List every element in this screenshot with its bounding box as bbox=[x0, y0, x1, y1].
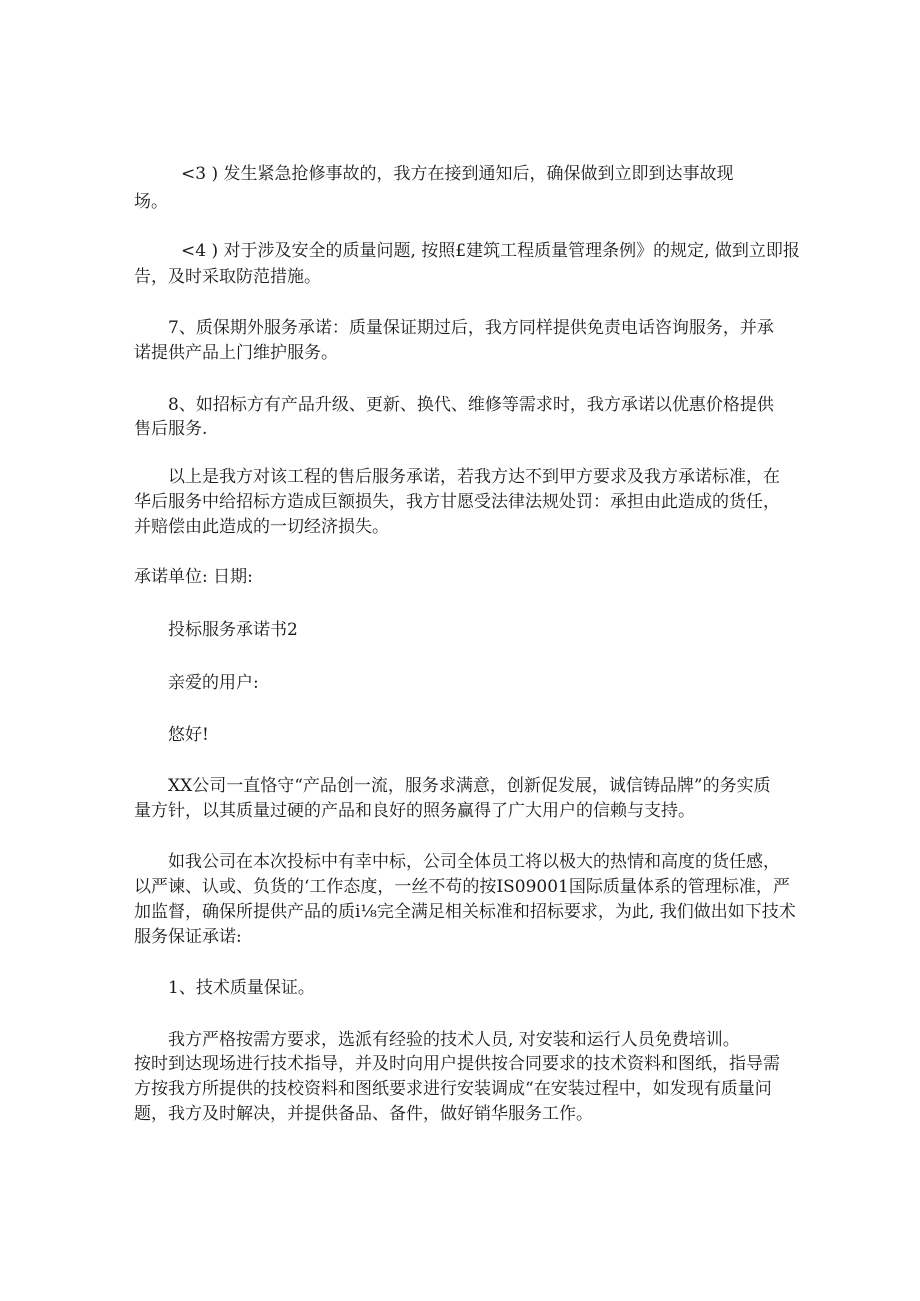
paragraph-line: <3 ) 发生紧急抢修事故的，我方在接到通知后，确保做到立即到达事故现 bbox=[181, 164, 734, 184]
section-title: 投标服务承诺书2 bbox=[168, 620, 298, 640]
paragraph-line: <4 ) 对于涉及安全的质量问题, 按照£建筑工程质量管理条例》的规定, 做到立即报 bbox=[181, 241, 800, 261]
paragraph-line: 7、质保期外服务承诺：质量保证期过后，我方同样提供免责电话咨询服务，并承 bbox=[168, 318, 774, 338]
paragraph-line: 服务保证承诺: bbox=[134, 927, 242, 947]
paragraph-line: 我方严格按需方要求，选派有经验的技术人员, 对安装和运行人员免费培训。 bbox=[168, 1030, 740, 1050]
paragraph-line: 量方针，以其质量过硬的产品和良好的照务赢得了广大用户的信赖与支持。 bbox=[134, 801, 695, 821]
paragraph-line: 以严谏、认或、负货的‘工作态度，一丝不苟的按IS09001国际质量体系的管理标准，严 bbox=[134, 877, 790, 897]
paragraph-line: XX公司一直恪守“产品创一流，服务求满意，创新促发展，诚信铸品牌”的务实质 bbox=[168, 776, 771, 796]
signature-line: 承诺单位: 日期: bbox=[134, 567, 253, 587]
salutation: 亲爱的用户: bbox=[168, 673, 259, 693]
paragraph-line: 如我公司在本次投标中有幸中标，公司全体员工将以极大的热情和高度的货任感， bbox=[168, 852, 780, 872]
paragraph-line: 方按我方所提供的技校资料和图纸要求进行安装调成“在安装过程中，如发现有质量问 bbox=[134, 1079, 772, 1099]
greeting: 悠好! bbox=[168, 725, 209, 745]
paragraph-line: 华后服务中给招标方造成巨额损失，我方甘愿受法律法规处罚：承担由此造成的货任， bbox=[134, 492, 780, 512]
paragraph-line: 按时到达现场进行技术指导，并及时向用户提供按合同要求的技术资料和图纸，指导需 bbox=[134, 1054, 780, 1074]
paragraph-line: 场。 bbox=[134, 192, 168, 212]
paragraph-line: 告，及时采取防范措施。 bbox=[134, 267, 321, 287]
paragraph-line: 售后服务. bbox=[134, 419, 208, 439]
numbered-heading: 1、技术质量保证。 bbox=[168, 978, 315, 998]
paragraph-line: 8、如招标方有产品升级、更新、换代、维修等需求时，我方承诺以优惠价格提供 bbox=[168, 395, 774, 415]
paragraph-line: 并赔偿由此造成的一切经济损失。 bbox=[134, 517, 389, 537]
paragraph-line: 以上是我方对该工程的售后服务承诺，若我方达不到甲方要求及我方承诺标准，在 bbox=[168, 467, 780, 487]
paragraph-line: 题，我方及时解决，并提供备品、备件，做好销华服务工作。 bbox=[134, 1104, 593, 1124]
paragraph-line: 加监督，确保所提供产品的质i⅛完全满足相关标准和招标要求，为此, 我们做出如下技术 bbox=[134, 902, 796, 922]
paragraph-line: 诺提供产品上门维护服务。 bbox=[134, 343, 338, 363]
